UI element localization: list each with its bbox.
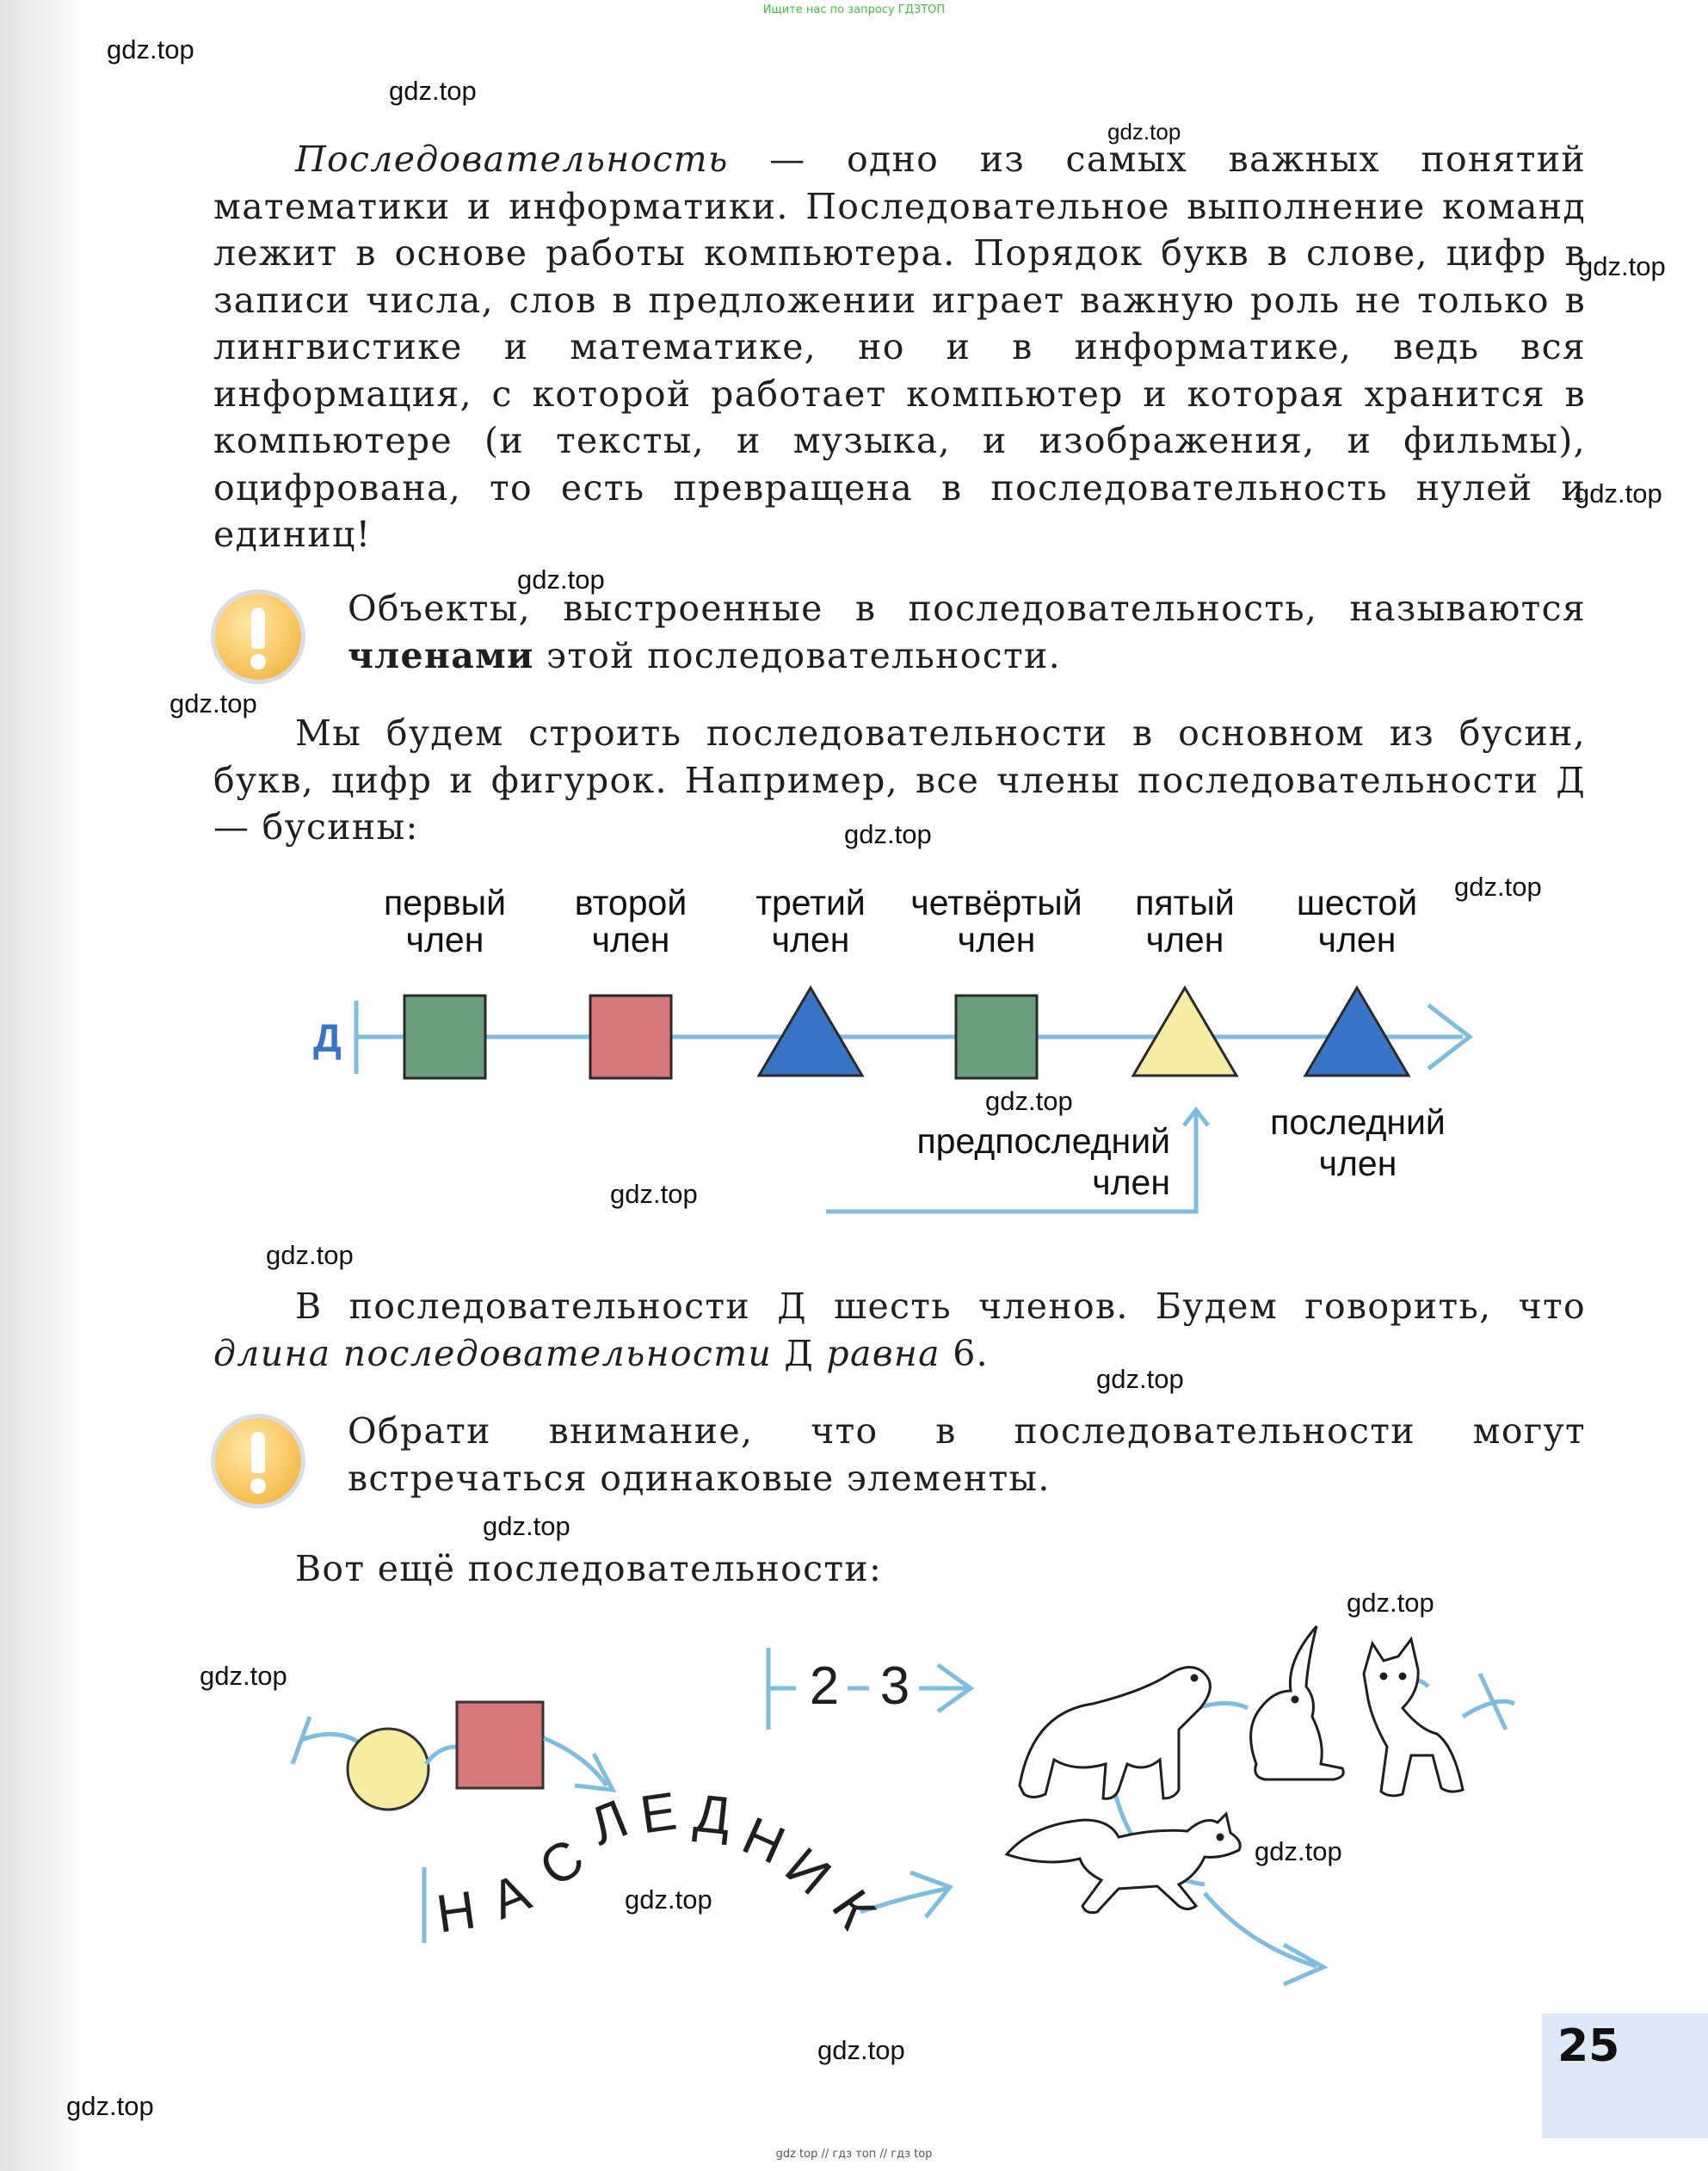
length-paragraph: В последовательности Д шесть членов. Будем говорить, что длина последовательности Д равна 6. <box>213 1286 1586 1374</box>
member-label-line1: второй <box>574 883 688 922</box>
word-letter: Н <box>433 1880 480 1945</box>
watermark: gdz.top <box>1255 1836 1342 1866</box>
watermark: gdz.top <box>1578 251 1666 281</box>
more-sequences-paragraph: Вот ещё последовательности: <box>295 1548 883 1589</box>
beads-paragraph: Мы будем строить последовательности в основном из бусин, букв, цифр и фигурок. Например, все члены последовательности Д — бусины: <box>213 712 1586 848</box>
member-label-line1: пятый <box>1135 883 1235 922</box>
animals-sequence <box>1007 1626 1514 1984</box>
watermark: gdz.top <box>844 819 932 849</box>
word-sequence <box>424 1781 950 1944</box>
square-bead <box>404 996 485 1078</box>
member-label-line1: шестой <box>1296 883 1418 922</box>
page-number: 25 <box>1557 2020 1620 2072</box>
fox-figure <box>1007 1814 1240 1913</box>
word-letter: И <box>774 1836 842 1907</box>
sequence-name: Д <box>313 1015 342 1060</box>
square-bead <box>956 996 1037 1078</box>
word-letter: Д <box>691 1783 734 1847</box>
header-note: Ищите нас по запросу ГДЗТОП <box>762 3 946 16</box>
watermark: gdz.top <box>1347 1588 1434 1618</box>
digit-member: 3 <box>879 1656 910 1716</box>
triangle-bead <box>1133 988 1236 1076</box>
word-letter: К <box>820 1879 887 1940</box>
exclamation-icon <box>215 1418 301 1504</box>
note-members: Объекты, выстроенные в последовательность, называются членами этой последовательности. <box>348 588 1586 676</box>
watermark: gdz.top <box>66 2091 154 2121</box>
watermark: gdz.top <box>1575 478 1662 509</box>
member-label-line2: член <box>405 920 484 959</box>
watermark: gdz.top <box>483 1511 570 1541</box>
intro-text: — одно из самых важных понятий математики и информатики. Последовательное выполнение команд лежит в основе работы компьютера. Порядок букв в слове, цифр в записи числа, слов в предложении играет важную роль не только в лингвистике и математике, но и в информатике, ведь вся информация, с которой работает компьютер и которая хранится в компьютере (и тексты, и музыка, и изображения, и фильмы), оцифрована, то есть превращена в последовательность нулей и единиц! <box>213 139 1586 555</box>
footer-note: gdz top // гдз топ // гдз top <box>775 2148 933 2161</box>
bear-figure <box>1020 1668 1210 1799</box>
word-letter: Н <box>733 1805 793 1876</box>
example-sequences <box>0 1592 1708 2022</box>
member-label-line2: член <box>591 920 670 959</box>
word-letter: С <box>528 1828 595 1899</box>
triangle-bead <box>759 988 862 1076</box>
watermark: gdz.top <box>610 1179 698 1209</box>
last-label-line1: последний <box>1270 1102 1446 1142</box>
triangle-bead <box>1305 988 1409 1076</box>
watermark: gdz.top <box>1107 119 1181 145</box>
member-label-line2: член <box>957 920 1036 959</box>
note-repeated-elements: Обрати внимание, что в последовательности могут встречаться одинаковые элементы. <box>348 1410 1586 1499</box>
watermark: gdz.top <box>817 2035 905 2065</box>
member-label-line1: четвёртый <box>910 883 1082 922</box>
penultimate-label-line2: член <box>1092 1163 1170 1202</box>
watermark: gdz.top <box>389 76 477 106</box>
pink-square-bead <box>457 1702 543 1788</box>
hare-figure <box>1251 1626 1344 1779</box>
member-label-line2: член <box>1317 920 1397 959</box>
watermark: gdz.top <box>200 1661 287 1691</box>
digits-sequence <box>768 1648 971 1730</box>
wolf-figure <box>1364 1639 1463 1796</box>
term-sequence: Последовательность <box>295 139 729 180</box>
term-members: членами <box>348 635 534 676</box>
word-letter: Л <box>581 1788 637 1857</box>
watermark: gdz.top <box>985 1086 1073 1116</box>
watermark: gdz.top <box>1454 872 1542 902</box>
word-letter: А <box>483 1862 539 1932</box>
watermark: gdz.top <box>107 34 194 65</box>
digit-member: 2 <box>809 1656 840 1716</box>
watermark: gdz.top <box>517 564 605 595</box>
watermark: gdz.top <box>1096 1364 1184 1394</box>
member-label-line1: первый <box>384 883 506 922</box>
shapes-sequence <box>293 1702 613 1810</box>
member-label-line2: член <box>771 920 850 959</box>
watermark: gdz.top <box>625 1884 712 1915</box>
watermark: gdz.top <box>266 1240 354 1270</box>
last-label-line2: член <box>1318 1144 1397 1183</box>
word-letter: Е <box>636 1781 681 1846</box>
member-label-line1: третий <box>755 883 866 922</box>
watermark: gdz.top <box>170 688 257 719</box>
square-bead <box>590 996 671 1078</box>
yellow-circle-bead <box>348 1729 429 1810</box>
penultimate-label-line1: предпоследний <box>916 1121 1170 1161</box>
member-label-line2: член <box>1145 920 1224 959</box>
